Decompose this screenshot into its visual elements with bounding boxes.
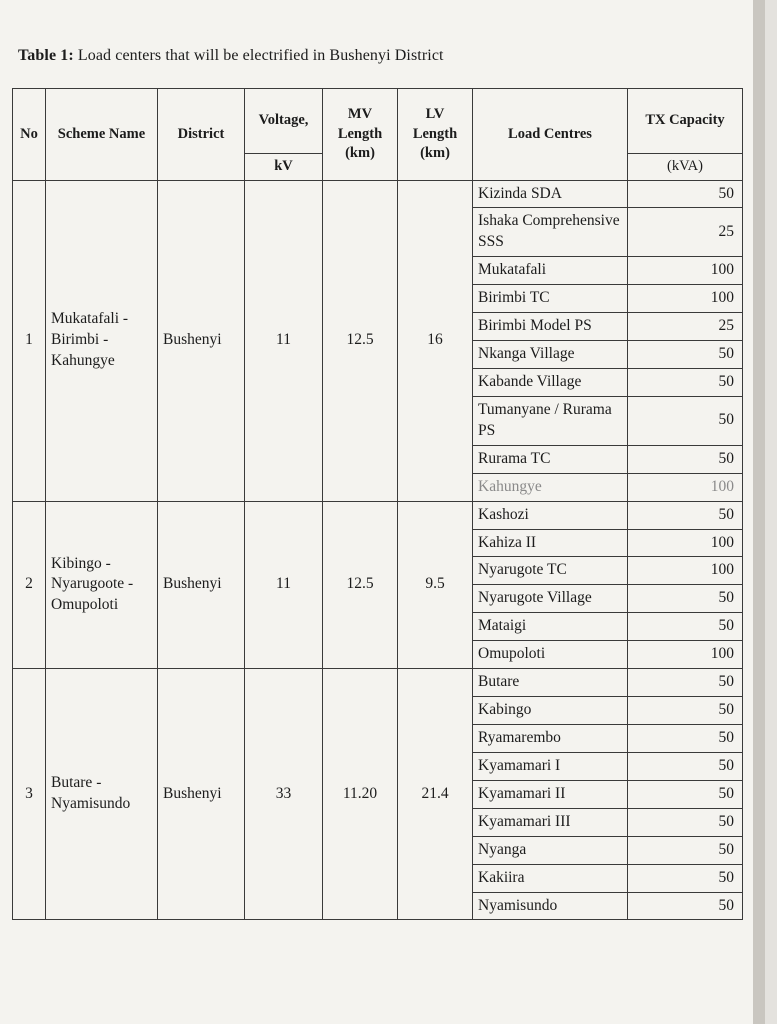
tx-capacity-value: 50 [628, 808, 743, 836]
load-centre-name: Rurama TC [473, 445, 628, 473]
scheme-mv-length: 12.5 [323, 501, 398, 669]
tx-capacity-value: 50 [628, 369, 743, 397]
tx-capacity-value: 25 [628, 208, 743, 257]
load-centre-name: Kabande Village [473, 369, 628, 397]
tx-capacity-value: 50 [628, 341, 743, 369]
tx-capacity-value: 50 [628, 669, 743, 697]
tx-capacity-value: 50 [628, 445, 743, 473]
scheme-name: Butare - Nyamisundo [46, 669, 158, 920]
table-body [13, 180, 743, 920]
load-centre-name: Birimbi TC [473, 285, 628, 313]
header-mv-length: MV Length (km) [323, 89, 398, 181]
tx-capacity-value: 100 [628, 529, 743, 557]
scheme-lv-length: 9.5 [398, 501, 473, 669]
header-load-centres: Load Centres [473, 89, 628, 181]
load-centre-name: Birimbi Model PS [473, 313, 628, 341]
tx-capacity-value: 25 [628, 313, 743, 341]
scheme-district: Bushenyi [158, 180, 245, 501]
load-centre-name: Nyarugote TC [473, 557, 628, 585]
load-centre-name: Nyamisundo [473, 892, 628, 920]
load-centre-name: Kyamamari I [473, 752, 628, 780]
load-centre-name: Kyamamari II [473, 780, 628, 808]
load-centre-name: Butare [473, 669, 628, 697]
load-centre-name: Kakiira [473, 864, 628, 892]
load-centre-name: Kabingo [473, 697, 628, 725]
scheme-mv-length: 12.5 [323, 180, 398, 501]
load-centre-name: Kahungye [473, 473, 628, 501]
caption-label: Table 1: [18, 47, 74, 64]
scheme-district: Bushenyi [158, 501, 245, 669]
scheme-number: 2 [13, 501, 46, 669]
header-voltage: Voltage, [245, 89, 323, 154]
scheme-number: 1 [13, 180, 46, 501]
scheme-voltage: 11 [245, 501, 323, 669]
load-centre-name: Nyarugote Village [473, 585, 628, 613]
load-centre-name: Tumanyane / Rurama PS [473, 396, 628, 445]
tx-capacity-value: 50 [628, 892, 743, 920]
scheme-district: Bushenyi [158, 669, 245, 920]
tx-capacity-value: 100 [628, 257, 743, 285]
tx-capacity-value: 50 [628, 725, 743, 753]
load-centers-table [12, 88, 743, 920]
header-district: District [158, 89, 245, 181]
header-tx-unit: (kVA) [628, 154, 743, 181]
tx-capacity-value: 50 [628, 180, 743, 208]
load-centre-name: Kyamamari III [473, 808, 628, 836]
tx-capacity-value: 100 [628, 641, 743, 669]
load-centre-name: Mukatafali [473, 257, 628, 285]
table-row [13, 669, 743, 697]
load-centre-name: Kahiza II [473, 529, 628, 557]
table-caption [18, 47, 444, 65]
load-centre-name: Kizinda SDA [473, 180, 628, 208]
tx-capacity-value: 100 [628, 557, 743, 585]
tx-capacity-value: 50 [628, 752, 743, 780]
scheme-lv-length: 16 [398, 180, 473, 501]
tx-capacity-value: 50 [628, 836, 743, 864]
header-voltage-unit: kV [245, 154, 323, 181]
tx-capacity-value: 50 [628, 613, 743, 641]
scheme-name: Mukatafali - Birimbi - Kahungye [46, 180, 158, 501]
tx-capacity-value: 50 [628, 585, 743, 613]
caption-text: Load centers that will be electrified in Bushenyi District [73, 47, 444, 64]
header-tx-capacity: TX Capacity [628, 89, 743, 154]
load-centre-name: Kashozi [473, 501, 628, 529]
scheme-voltage: 11 [245, 180, 323, 501]
tx-capacity-value: 50 [628, 780, 743, 808]
tx-capacity-value: 50 [628, 864, 743, 892]
header-no: No [13, 89, 46, 181]
page-edge [753, 0, 765, 1024]
load-centre-name: Omupoloti [473, 641, 628, 669]
header-scheme-name: Scheme Name [46, 89, 158, 181]
scheme-mv-length: 11.20 [323, 669, 398, 920]
tx-capacity-value: 100 [628, 473, 743, 501]
tx-capacity-value: 50 [628, 697, 743, 725]
scheme-lv-length: 21.4 [398, 669, 473, 920]
load-centre-name: Nyanga [473, 836, 628, 864]
tx-capacity-value: 100 [628, 285, 743, 313]
tx-capacity-value: 50 [628, 501, 743, 529]
load-centre-name: Ryamarembo [473, 725, 628, 753]
header-lv-length: LV Length (km) [398, 89, 473, 181]
scheme-voltage: 33 [245, 669, 323, 920]
table-row [13, 501, 743, 529]
table-row [13, 180, 743, 208]
load-centre-name: Mataigi [473, 613, 628, 641]
tx-capacity-value: 50 [628, 396, 743, 445]
load-centre-name: Nkanga Village [473, 341, 628, 369]
scheme-name: Kibingo - Nyarugoote - Omupoloti [46, 501, 158, 669]
load-centre-name: Ishaka Comprehensive SSS [473, 208, 628, 257]
scheme-number: 3 [13, 669, 46, 920]
